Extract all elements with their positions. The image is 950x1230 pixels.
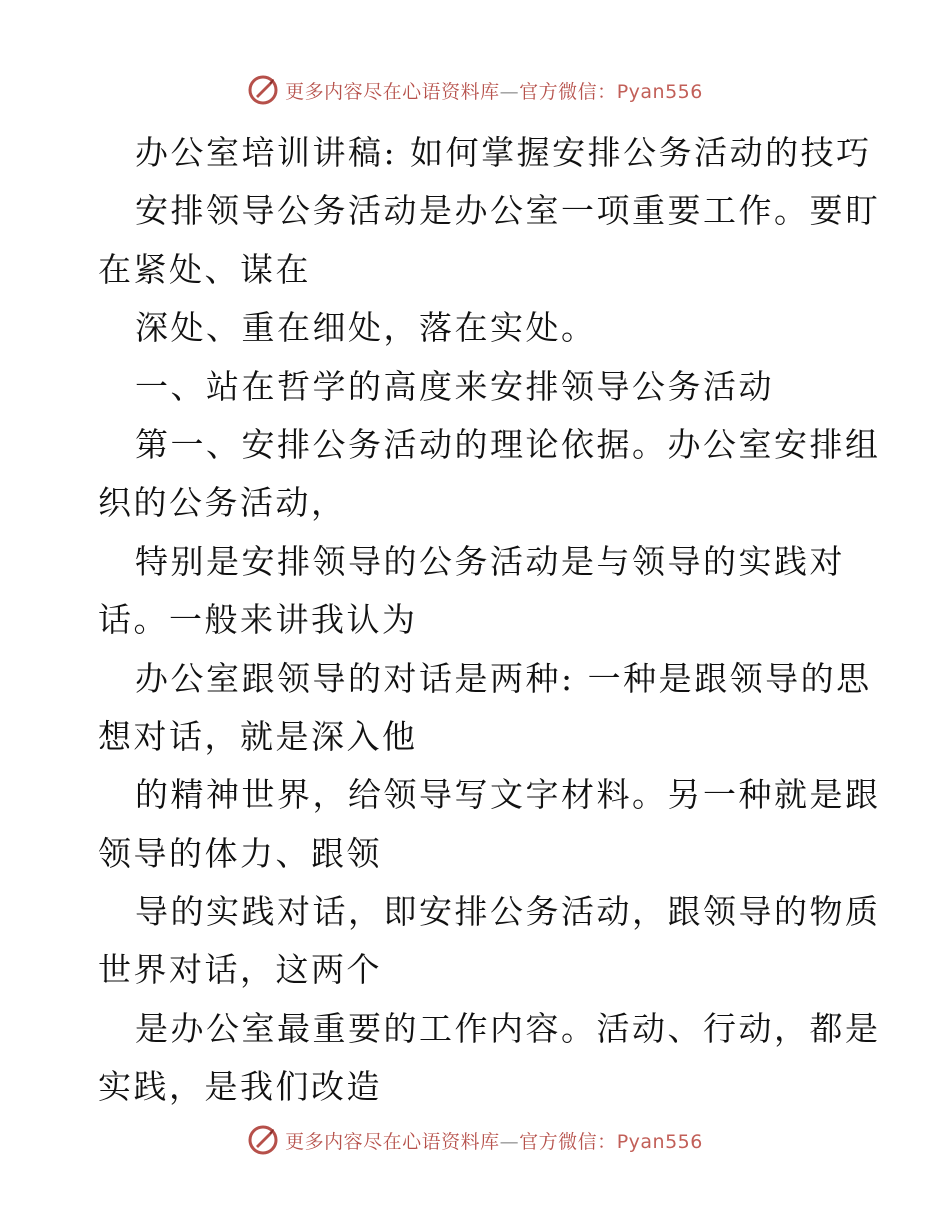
paragraph-line: 话。一般来讲我认为 <box>98 600 418 640</box>
paragraph-line: 实践，是我们改造 <box>98 1067 382 1107</box>
section-heading: 一、站在哲学的高度来安排领导公务活动 <box>135 366 774 406</box>
watermark-separator: — <box>499 1130 520 1153</box>
paragraph-line: 深处、重在细处，落在实处。 <box>135 308 597 348</box>
paragraph-line: 织的公务活动， <box>98 483 347 523</box>
paragraph-line: 世界对话，这两个 <box>98 950 382 990</box>
paragraph-line: 的精神世界，给领导写文字材料。另一种就是跟 <box>135 775 881 815</box>
paragraph-line: 是办公室最重要的工作内容。活动、行动，都是 <box>135 1008 881 1048</box>
watermark-wechat-id: Pyan556 <box>616 1130 703 1153</box>
footer-watermark <box>0 1120 950 1160</box>
watermark-text: 更多内容尽在心语资料库 <box>285 1130 500 1153</box>
watermark-text: 更多内容尽在心语资料库 <box>285 80 500 103</box>
quill-pen-logo-icon <box>247 1124 279 1156</box>
document-body <box>98 124 881 1117</box>
paragraph-line: 导的实践对话，即安排公务活动，跟领导的物质 <box>135 892 881 932</box>
paragraph-line: 第一、安排公务活动的理论依据。办公室安排组 <box>135 424 881 464</box>
paragraph-line: 办公室跟领导的对话是两种: 一种是跟领导的思 <box>135 658 872 698</box>
watermark-separator: — <box>499 80 520 103</box>
paragraph-line: 安排领导公务活动是办公室一项重要工作。要盯 <box>135 191 881 231</box>
watermark-wechat-id: Pyan556 <box>616 80 703 103</box>
watermark-wechat-label: 官方微信： <box>519 80 617 103</box>
paragraph-line: 在紧处、谋在 <box>98 249 311 289</box>
document-title: 办公室培训讲稿: 如何掌握安排公务活动的技巧 <box>135 133 872 172</box>
paragraph-line: 领导的体力、跟领 <box>98 833 382 873</box>
paragraph-line: 特别是安排领导的公务活动是与领导的实践对 <box>135 541 845 581</box>
header-watermark <box>0 70 950 110</box>
watermark-wechat-label: 官方微信： <box>519 1130 617 1153</box>
quill-pen-logo-icon <box>247 74 279 106</box>
paragraph-line: 想对话，就是深入他 <box>98 716 418 756</box>
